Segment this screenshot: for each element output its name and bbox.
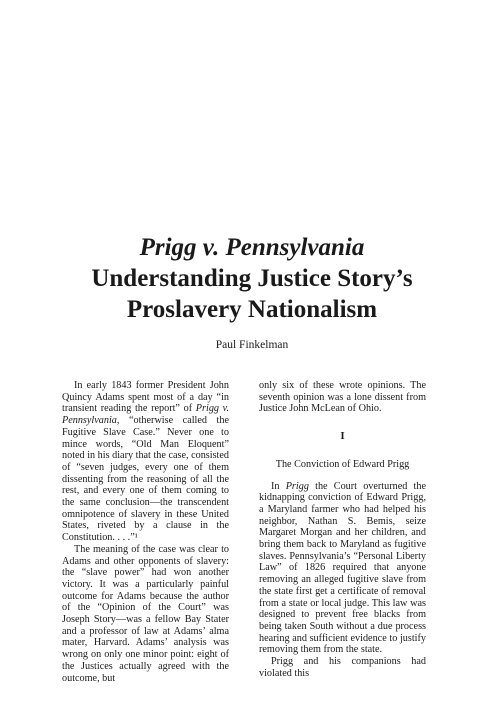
author-byline: Paul Finkelman (215, 339, 289, 351)
paragraph-violation: Prigg and his companions had violated this (259, 656, 426, 679)
title-line-case-name: Prigg v. Pennsylvania (139, 234, 365, 261)
paragraph-intro-part2: , “otherwise called the Fugitive Slave Case.” Never one to mince words, “Old Man Eloquent” noted in his diary that the case, consisted of “seven judges, every one of them dissenting from the reasoning of all the rest, and every one of them coming to the same conclusion—the transcendent omnipotence of slavery in these United States, riveted by a clause in the Constitution. . . .”¹ (62, 415, 229, 544)
section-heading: The Conviction of Edward Prigg (275, 458, 410, 470)
left-column (62, 380, 229, 684)
case-name-short-italic: Prigg (285, 480, 309, 492)
paragraph-conviction-pre: In (271, 480, 286, 492)
right-column (259, 380, 426, 679)
article-title (0, 232, 504, 325)
title-line-subtitle-1: Understanding Justice Story’s (91, 265, 413, 292)
paragraph-intro-part1: In early 1843 former President John Quincy Adams spent most of a day “in transient reading the report” of (62, 380, 229, 415)
paragraph-conviction (259, 481, 426, 657)
paragraph-meaning: The meaning of the case was clear to Adams and other opponents of slavery: the “slave power” had won another victory. It was a particularly painful outcome for Adams because the author of the “Opinion of the Court” was Joseph Story—was a fellow Bay Stater and a professor of law at Adams’ alma mater, Harvard. Adams’ analysis was wrong on only one minor point: eight of the Justices actually agreed with the outcome, but (62, 543, 229, 684)
section-number: I (340, 430, 345, 443)
title-line-subtitle-2: Proslavery Nationalism (126, 296, 378, 323)
paragraph-continuation: only six of these wrote opinions. The seventh opinion was a lone dissent from Justice John McLean of Ohio. (259, 380, 426, 415)
paragraph-conviction-body: the Court overturned the kidnapping conviction of Edward Prigg, a Maryland farmer who had helped his neighbor, Nathan S. Bemis, seize Margaret Morgan and her children, and bring them back to Maryland as fugitive slaves. Pennsylvania’s “Personal Liberty Law” of 1826 required that anyone removing an alleged fugitive slave from the state first get a certificate of removal from a state or local judge. This law was designed to prevent free blacks from being taken South without a due process hearing and sufficient evidence to justify removing them from the state. (259, 480, 426, 656)
paragraph-intro (62, 380, 229, 544)
case-name-italic: Prigg v. Pennsylvania (62, 403, 229, 427)
